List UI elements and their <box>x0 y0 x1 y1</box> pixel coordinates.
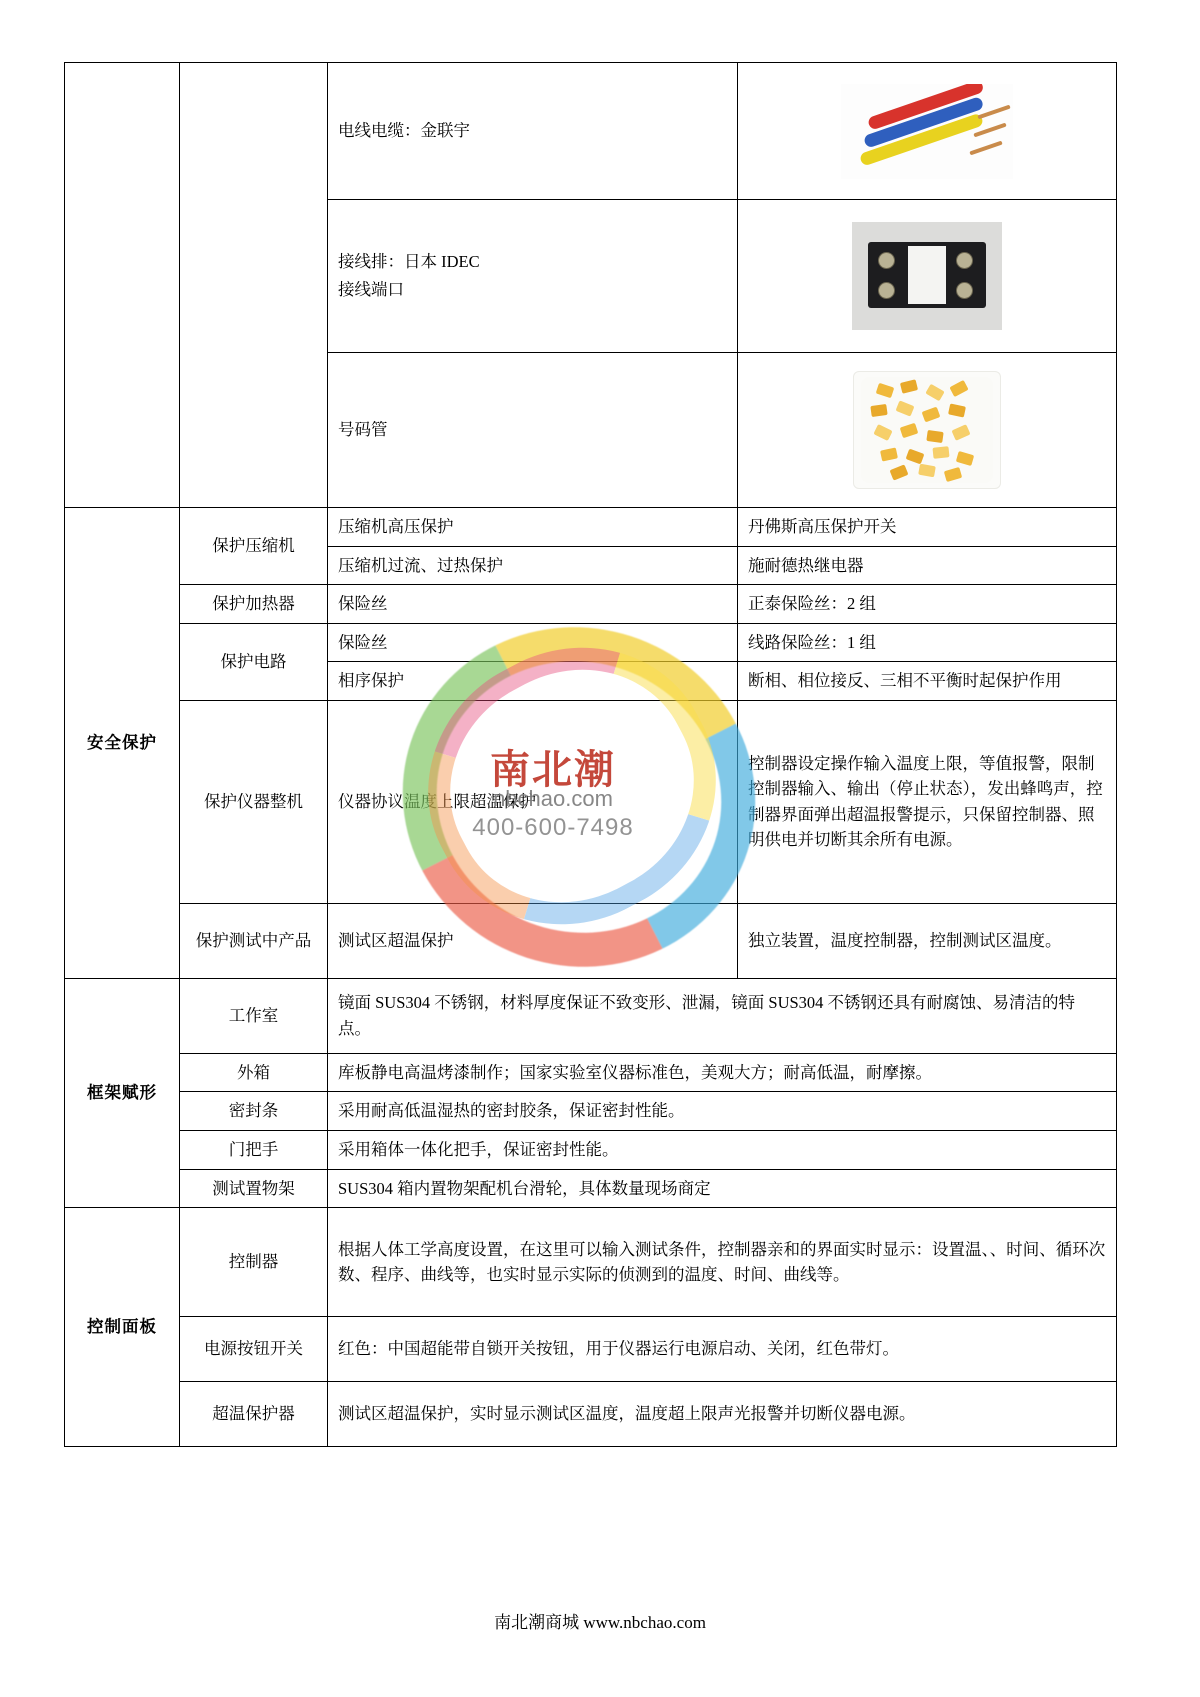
sub-cell-controller: 控制器 <box>180 1208 328 1317</box>
sub-cell-protect-instrument: 保护仪器整机 <box>180 700 328 903</box>
table-row <box>65 903 1117 978</box>
sub-cell-protect-compressor: 保护压缩机 <box>180 508 328 585</box>
table-row <box>65 1053 1117 1092</box>
row-detail: 施耐德热继电器 <box>738 546 1117 585</box>
table-row <box>65 1208 1117 1317</box>
row-desc: 保险丝 <box>328 585 738 624</box>
sub-cell-test-rack: 测试置物架 <box>180 1169 328 1208</box>
sub-cell-workroom: 工作室 <box>180 978 328 1053</box>
row-desc: 测试区超温保护 <box>328 903 738 978</box>
image-cell-wire-cable <box>738 63 1117 200</box>
table-row <box>65 1317 1117 1382</box>
row-detail: 断相、相位接反、三相不平衡时起保护作用 <box>738 662 1117 701</box>
table-row <box>65 978 1117 1053</box>
sub-cell-door-handle: 门把手 <box>180 1130 328 1169</box>
row-content <box>328 200 738 353</box>
specification-table <box>64 62 1117 1447</box>
watermark-site: nbchao.com <box>493 786 613 811</box>
table-row <box>65 63 1117 200</box>
row-desc: 红色：中国超能带自锁开关按钮，用于仪器运行电源启动、关闭，红色带灯。 <box>328 1317 1117 1382</box>
table-row <box>65 1169 1117 1208</box>
sub-cell-empty <box>180 63 328 508</box>
table-row <box>65 508 1117 547</box>
row-desc: 保险丝 <box>328 623 738 662</box>
group-cell-control-panel: 控制面板 <box>65 1208 180 1447</box>
watermark-brand: 南北潮 <box>490 747 616 792</box>
sub-cell-seal-strip: 密封条 <box>180 1092 328 1131</box>
wire-cable-photo <box>841 84 1013 179</box>
image-cell-cable-markers <box>738 353 1117 508</box>
sub-cell-power-button: 电源按钮开关 <box>180 1317 328 1382</box>
row-desc: 库板静电高温烤漆制作；国家实验室仪器标准色，美观大方；耐高低温，耐摩擦。 <box>328 1053 1117 1092</box>
sub-cell-protect-circuit: 保护电路 <box>180 623 328 700</box>
row-detail: 丹佛斯高压保护开关 <box>738 508 1117 547</box>
table-row <box>65 700 1117 903</box>
row-desc: 镜面 SUS304 不锈钢，材料厚度保证不致变形、泄漏，镜面 SUS304 不锈钢还具有耐腐蚀、易清洁的特点。 <box>328 978 1117 1053</box>
row-detail: 线路保险丝：1 组 <box>738 623 1117 662</box>
sub-cell-protect-heater: 保护加热器 <box>180 585 328 624</box>
table-row <box>65 1382 1117 1447</box>
row-content-line2: 接线端口 <box>338 280 404 299</box>
table-row <box>65 1092 1117 1131</box>
row-desc: 压缩机高压保护 <box>328 508 738 547</box>
row-desc: 相序保护 <box>328 662 738 701</box>
row-detail: 独立装置，温度控制器，控制测试区温度。 <box>738 903 1117 978</box>
sub-cell-outer-case: 外箱 <box>180 1053 328 1092</box>
cable-markers-photo <box>853 371 1001 489</box>
table-row <box>65 1130 1117 1169</box>
row-desc: SUS304 箱内置物架配机台滑轮，具体数量现场商定 <box>328 1169 1117 1208</box>
row-content: 号码管 <box>328 353 738 508</box>
row-desc: 测试区超温保护，实时显示测试区温度，温度超上限声光报警并切断仪器电源。 <box>328 1382 1117 1447</box>
group-cell-empty <box>65 63 180 508</box>
watermark-phone: 400-600-7498 <box>472 814 634 841</box>
row-desc: 采用耐高低温湿热的密封胶条，保证密封性能。 <box>328 1092 1117 1131</box>
terminal-block-photo <box>852 222 1002 330</box>
row-desc: 采用箱体一体化把手，保证密封性能。 <box>328 1130 1117 1169</box>
row-content: 电线电缆：金联宇 <box>328 63 738 200</box>
table-row <box>65 585 1117 624</box>
sub-cell-protect-product: 保护测试中产品 <box>180 903 328 978</box>
group-cell-frame: 框架赋形 <box>65 978 180 1207</box>
sub-cell-over-temp-protector: 超温保护器 <box>180 1382 328 1447</box>
row-detail: 控制器设定操作输入温度上限，等值报警，限制控制器输入、输出（停止状态），发出蜂鸣声，控制器界面弹出超温报警提示，只保留控制器、照明供电并切断其余所有电源。 <box>738 700 1117 903</box>
table-row <box>65 623 1117 662</box>
row-desc: 压缩机过流、过热保护 <box>328 546 738 585</box>
group-cell-safety: 安全保护 <box>65 508 180 979</box>
row-detail: 正泰保险丝：2 组 <box>738 585 1117 624</box>
row-desc: 仪器协议温度上限超温保护 <box>328 700 738 903</box>
page-footer: 南北潮商城 www.nbchao.com <box>494 1613 706 1632</box>
row-desc: 根据人体工学高度设置，在这里可以输入测试条件，控制器亲和的界面实时显示：设置温、、时间、循环次数、程序、曲线等，也实时显示实际的侦测到的温度、时间、曲线等。 <box>328 1208 1117 1317</box>
row-content-line1: 接线排：日本 IDEC <box>338 252 480 272</box>
image-cell-terminal-block <box>738 200 1117 353</box>
